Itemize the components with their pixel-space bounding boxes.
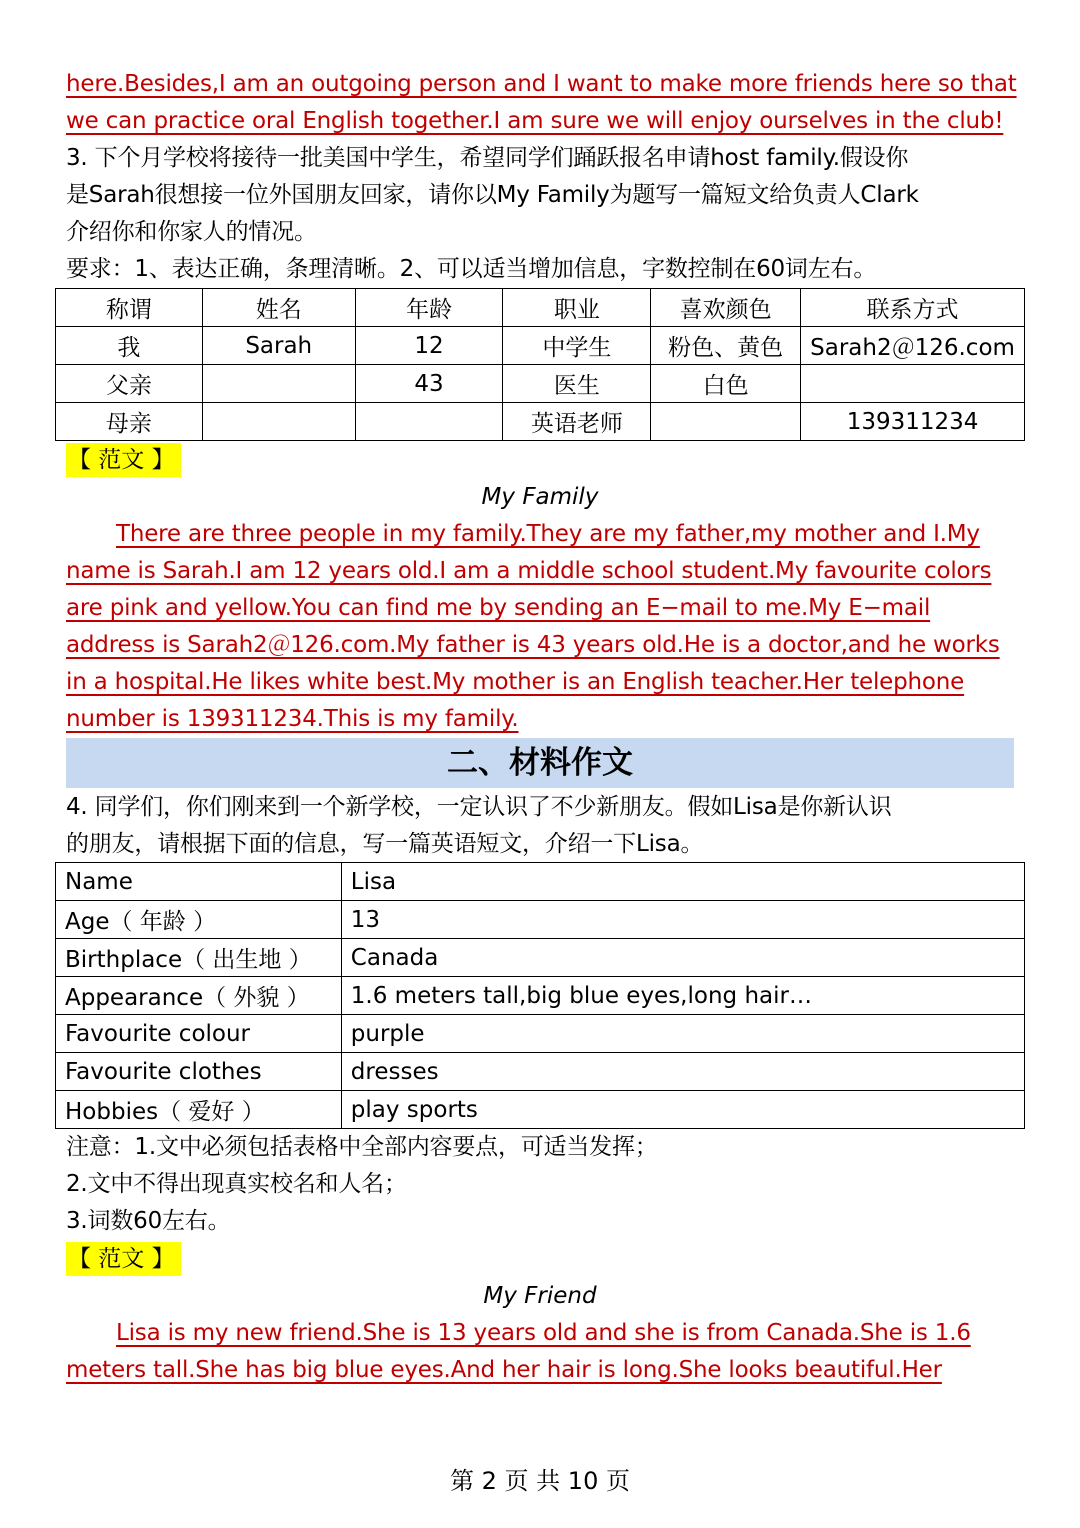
essay-line: name is Sarah.I am 12 years old.I am a middle school student.My favourite colors bbox=[66, 558, 992, 584]
table-label-cell: Appearance（ 外貌 ） bbox=[56, 977, 342, 1015]
table-header-cell: 年龄 bbox=[355, 289, 503, 327]
table-cell: 12 bbox=[355, 327, 503, 365]
table-cell: Sarah2＠126.com bbox=[801, 327, 1025, 365]
table-value-cell: dresses bbox=[341, 1053, 1024, 1091]
table-cell bbox=[202, 365, 355, 403]
table-label-cell: Name bbox=[56, 863, 342, 901]
table-row bbox=[56, 365, 1025, 403]
table-header-cell: 职业 bbox=[503, 289, 651, 327]
model-essay-tag: 【 范文 】 bbox=[66, 1242, 181, 1276]
table-cell: 医生 bbox=[503, 365, 651, 403]
table-cell: 白色 bbox=[651, 365, 801, 403]
table-value-cell: Lisa bbox=[341, 863, 1024, 901]
essay-line: are pink and yellow.You can find me by sending an E−mail to me.My E−mail bbox=[66, 595, 931, 621]
table-value-cell: Canada bbox=[341, 939, 1024, 977]
table-header-row bbox=[56, 289, 1025, 327]
model-essay-tag: 【 范文 】 bbox=[66, 443, 181, 477]
table-label-cell: Birthplace（ 出生地 ） bbox=[56, 939, 342, 977]
table-row bbox=[56, 939, 1025, 977]
note-line: 注意：1.文中必须包括表格中全部内容要点，可适当发挥； bbox=[66, 1134, 658, 1160]
table-cell: Sarah bbox=[202, 327, 355, 365]
table-cell: 我 bbox=[56, 327, 203, 365]
table-value-cell: 1.6 meters tall,big blue eyes,long hair… bbox=[341, 977, 1024, 1015]
table-label-cell: Hobbies（ 爱好 ） bbox=[56, 1091, 342, 1129]
table-row bbox=[56, 403, 1025, 441]
note-line: 3.词数60左右。 bbox=[66, 1208, 231, 1234]
table-row bbox=[56, 1015, 1025, 1053]
essay-title: My Friend bbox=[483, 1283, 597, 1309]
table-cell bbox=[801, 365, 1025, 403]
page-footer: 第 2 页 共 10 页 bbox=[450, 1467, 630, 1495]
table-cell: 139311234 bbox=[801, 403, 1025, 441]
table-cell bbox=[355, 403, 503, 441]
essay-line: in a hospital.He likes white best.My mother is an English teacher.Her telephone bbox=[66, 669, 965, 695]
q3-prompt-line: 3. 下个月学校将接待一批美国中学生，希望同学们踊跃报名申请host family.假设你 bbox=[66, 145, 909, 171]
q4-prompt-line: 的朋友，请根据下面的信息，写一篇英语短文，介绍一下Lisa。 bbox=[66, 831, 704, 857]
table-label-cell: Favourite clothes bbox=[56, 1053, 342, 1091]
table-cell bbox=[651, 403, 801, 441]
essay-title: My Family bbox=[481, 484, 599, 510]
table-value-cell: 13 bbox=[341, 901, 1024, 939]
q3-prompt-line: 介绍你和你家人的情况。 bbox=[66, 219, 317, 245]
table-value-cell: play sports bbox=[341, 1091, 1024, 1129]
essay-line: number is 139311234.This is my family. bbox=[66, 706, 519, 732]
table-cell: 粉色、黄色 bbox=[651, 327, 801, 365]
intro-line: here.Besides,I am an outgoing person and I want to make more friends here so that bbox=[66, 71, 1017, 97]
table-cell: 父亲 bbox=[56, 365, 203, 403]
table-row bbox=[56, 863, 1025, 901]
table-header-cell: 称谓 bbox=[56, 289, 203, 327]
q3-prompt-line: 是Sarah很想接一位外国朋友回家，请你以My Family为题写一篇短文给负责人Clark bbox=[66, 182, 919, 208]
table-header-cell: 联系方式 bbox=[801, 289, 1025, 327]
table-row bbox=[56, 327, 1025, 365]
table-cell: 中学生 bbox=[503, 327, 651, 365]
table-row bbox=[56, 1091, 1025, 1129]
table-row bbox=[56, 901, 1025, 939]
q3-info-table bbox=[55, 288, 1025, 441]
table-label-cell: Favourite colour bbox=[56, 1015, 342, 1053]
section-heading: 二、材料作文 bbox=[66, 738, 1014, 788]
essay-line: Lisa is my new friend.She is 13 years old and she is from Canada.She is 1.6 bbox=[116, 1320, 971, 1346]
essay-line: There are three people in my family.They are my father,my mother and I.My bbox=[116, 521, 980, 547]
q4-prompt-line: 4. 同学们，你们刚来到一个新学校，一定认识了不少新朋友。假如Lisa是你新认识 bbox=[66, 794, 892, 820]
q3-requirements: 要求：1、表达正确，条理清晰。2、可以适当增加信息，字数控制在60词左右。 bbox=[66, 256, 877, 282]
intro-line: we can practice oral English together.I am sure we will enjoy ourselves in the club! bbox=[66, 108, 1004, 134]
note-line: 2.文中不得出现真实校名和人名； bbox=[66, 1171, 407, 1197]
essay-line: meters tall.She has big blue eyes.And her hair is long.She looks beautiful.Her bbox=[66, 1357, 942, 1383]
table-cell: 43 bbox=[355, 365, 503, 403]
table-header-cell: 姓名 bbox=[202, 289, 355, 327]
table-cell bbox=[202, 403, 355, 441]
q4-info-table bbox=[55, 862, 1025, 1129]
table-cell: 英语老师 bbox=[503, 403, 651, 441]
essay-line: address is Sarah2＠126.com.My father is 43 years old.He is a doctor,and he works bbox=[66, 632, 1000, 658]
table-row bbox=[56, 1053, 1025, 1091]
table-row bbox=[56, 977, 1025, 1015]
table-cell: 母亲 bbox=[56, 403, 203, 441]
table-value-cell: purple bbox=[341, 1015, 1024, 1053]
table-header-cell: 喜欢颜色 bbox=[651, 289, 801, 327]
table-label-cell: Age（ 年龄 ） bbox=[56, 901, 342, 939]
